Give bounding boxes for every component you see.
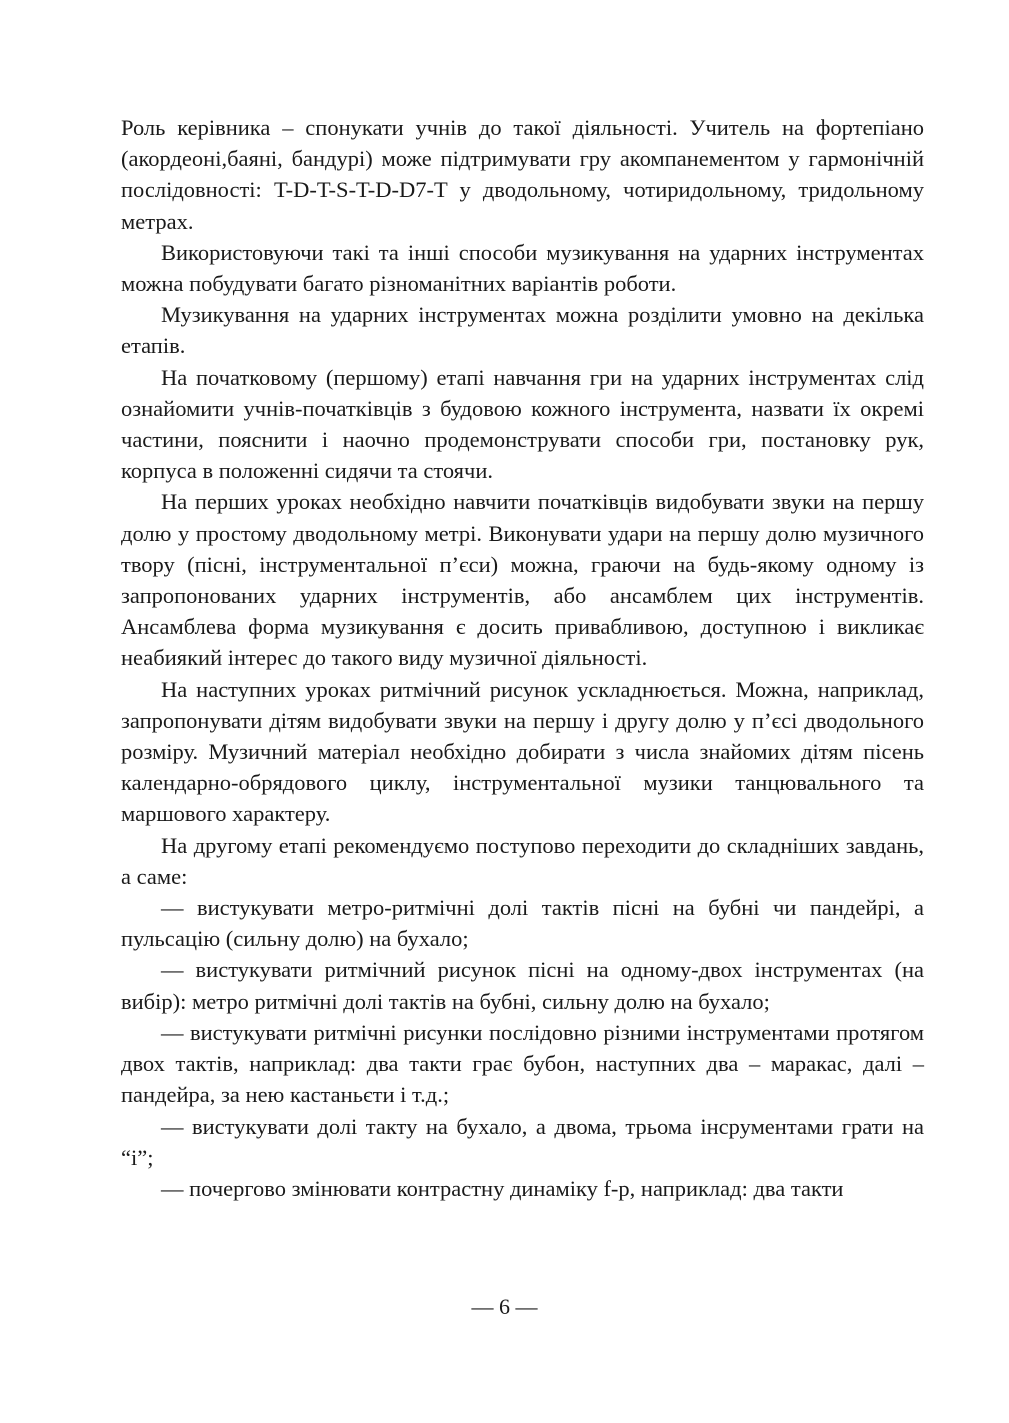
page-number: — 6 —	[471, 1294, 538, 1319]
paragraph-1: Роль керівника – спонукати учнів до такої діяльності. Учитель на фортепіано (акордеоні,баяні, бандурі) може підтримувати гру акомпанементом у гармонічній послідовності: T-D-T-S-T-D-D7-T у дводольному, чотиридольному, тридольному метрах.	[121, 115, 924, 234]
paragraph-2: Використовуючи такі та інші способи музикування на ударних інструментах можна побудувати багато різноманітних варіантів роботи.	[121, 239, 924, 297]
page-body	[121, 112, 924, 1204]
list-item-5: — почергово змінювати контрастну динаміку f-p, наприклад: два такти	[161, 1175, 844, 1201]
list-item-4: — вистукувати долі такту на бухало, а двома, трьома інсрументами грати на “і”;	[121, 1113, 924, 1170]
paragraph-5: На перших уроках необхідно навчити початківців видобувати звуки на першу долю у простому дводольному метрі. Виконувати удари на першу долю музичного твору (пісні, інструментальної п’єси) можна, граючи на будь-якому одному із запропонованих ударних інструментів, або ансамблем цих інструментів. Ансамблева форма музикування є досить привабливою, доступною і викликає неабиякий інтерес до такого виду музичної діяльності.	[121, 489, 924, 671]
list-item-1: — вистукувати метро-ритмічні долі тактів пісні на бубні чи пандейрі, а пульсацію (сильну долю) на бухало;	[121, 895, 924, 952]
paragraph-7: На другому етапі рекомендуємо поступово переходити до складніших завдань, а саме:	[121, 832, 924, 889]
paragraph-4: На початковому (першому) етапі навчання гри на ударних інструментах слід ознайомити учнів-початківців з будовою кожного інструмента, назвати їх окремі частини, пояснити і наочно продемонструвати способи гри, постановку рук, корпуса в положенні сидячи та стоячи.	[121, 364, 924, 484]
list-item-2: — вистукувати ритмічний рисунок пісні на одному-двох інструментах (на вибір): метро ритмічні долі тактів на бубні, сильну долю на бухало;	[121, 957, 924, 1014]
paragraph-6: На наступних уроках ритмічний рисунок ускладнюється. Можна, наприклад, запропонувати дітям видобувати звуки на першу і другу долю у п’єсі дводольного розміру. Музичний матеріал необхідно добирати з числа знайомих дітям пісень календарно-обрядового циклу, інструментальної музики танцювального та маршового характеру.	[121, 676, 924, 827]
paragraph-3: Музикування на ударних інструментах можна розділити умовно на декілька етапів.	[121, 302, 924, 359]
list-item-3: — вистукувати ритмічні рисунки послідовно різними інструментами протягом двох тактів, наприклад: два такти грає бубон, наступних два – маракас, далі – пандейра, за нею кастаньєти і т.д.;	[121, 1019, 924, 1108]
